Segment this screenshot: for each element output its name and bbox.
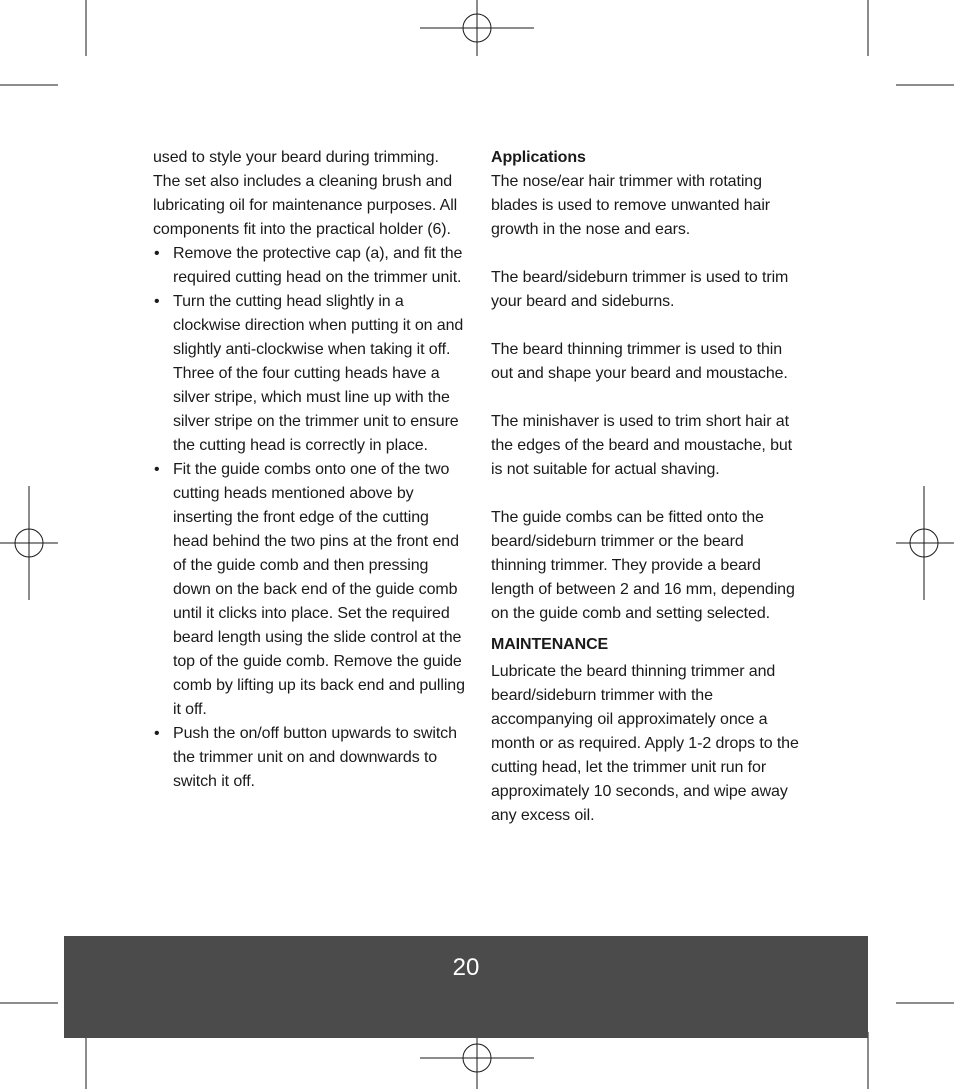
maintenance-paragraph: Lubricate the beard thinning trimmer and beard/sideburn trimmer with the accompanying oil approximately once a month or as required. Apply 1-2 drops to the cutting head, let the trimmer unit run for approximately 10 seconds, and wipe away any excess oil. bbox=[491, 663, 799, 824]
applications-paragraph: The beard/sideburn trimmer is used to trim your beard and sideburns. bbox=[491, 269, 789, 310]
instruction-item: • Fit the guide combs onto one of the two cutting heads mentioned above by inserting the front edge of the cutting head behind the two pins at the front end of the guide comb and then pressing down on the back end of the guide comb until it clicks into place. Set the required beard length using the slide control at the top of the guide comb. Remove the guide comb by lifting up its back end and pulling it off. bbox=[153, 458, 465, 722]
footer-band bbox=[64, 936, 868, 1038]
instruction-list bbox=[153, 242, 465, 794]
applications-heading: Applications bbox=[491, 149, 586, 166]
instruction-item: • Remove the protective cap (a), and fit the required cutting head on the trimmer unit. bbox=[153, 242, 465, 290]
applications-paragraph: The minishaver is used to trim short hair at the edges of the beard and moustache, but is not suitable for actual shaving. bbox=[491, 413, 793, 478]
registration-mark-bottom bbox=[420, 1030, 534, 1089]
left-column bbox=[153, 146, 465, 794]
right-column bbox=[491, 146, 803, 828]
instruction-item: • Turn the cutting head slightly in a clockwise direction when putting it on and slightly anti-clockwise when taking it off. Three of the four cutting heads have a silver stripe, which must line up with the silver stripe on the trimmer unit to ensure the cutting head is correctly in place. bbox=[153, 290, 465, 458]
registration-mark-top bbox=[420, 0, 534, 56]
page-number: 20 bbox=[452, 954, 480, 981]
intro-paragraph: used to style your beard during trimming. The set also includes a cleaning brush and lubricating oil for maintenance purposes. All components fit into the practical holder (6). bbox=[153, 149, 458, 238]
applications-paragraph: The nose/ear hair trimmer with rotating blades is used to remove unwanted hair growth in the nose and ears. bbox=[491, 173, 771, 238]
applications-paragraph: The beard thinning trimmer is used to thin out and shape your beard and moustache. bbox=[491, 341, 788, 382]
instruction-item: • Push the on/off button upwards to switch the trimmer unit on and downwards to switch it off. bbox=[153, 722, 465, 794]
maintenance-heading: MAINTENANCE bbox=[491, 636, 609, 653]
applications-paragraph: The guide combs can be fitted onto the beard/sideburn trimmer or the beard thinning trimmer. They provide a beard length of between 2 and 16 mm, depending on the guide comb and setting selected. bbox=[491, 509, 795, 622]
registration-mark-right bbox=[896, 486, 954, 600]
registration-mark-left bbox=[0, 486, 58, 600]
